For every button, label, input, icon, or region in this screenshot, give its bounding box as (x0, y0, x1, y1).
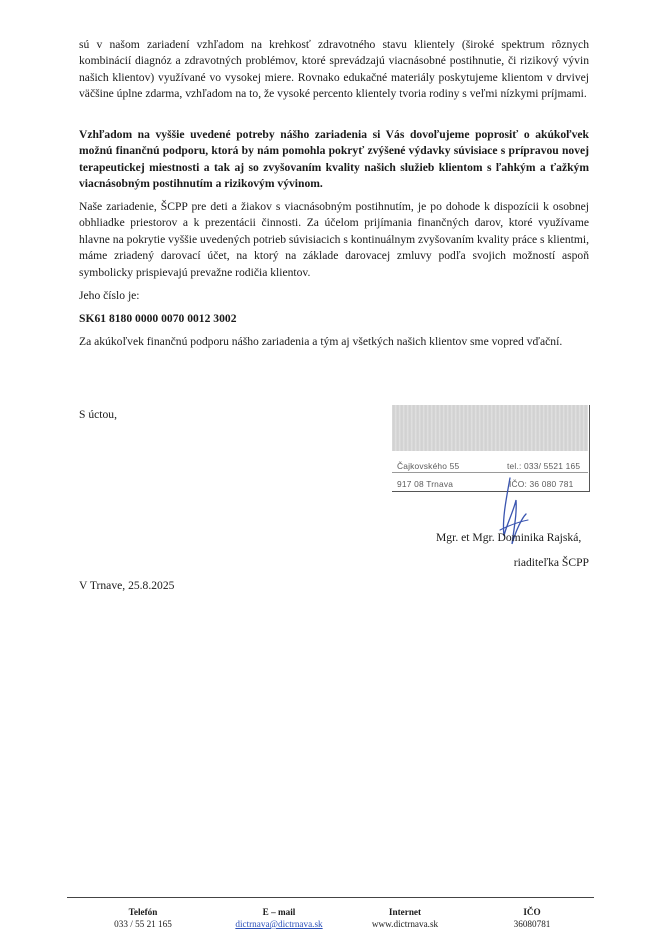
footer-ico-label: IČO (523, 907, 541, 917)
stamp-ico: IČO: 36 080 781 (509, 479, 574, 489)
signer-name: Mgr. et Mgr. Dominika Rajská, (436, 531, 582, 544)
footer-phone-value: 033 / 55 21 165 (114, 919, 172, 929)
stamp-divider (392, 472, 588, 473)
body-paragraph-request: Vzhľadom na vyššie uvedené potreby nášho zariadenia si Vás dovoľujeme poprosiť o akúkoľvek možnú finančnú podporu, ktorá by nám pomohla pokryť zvýšené výdavky súvisiace s prípravou novej terapeutickej miestnosti a tak aj so zvyšovaním kvality našich služieb klientom s ľahkým a ťažkým viacnásobným postihnutím a rizikovým vývinom. (79, 128, 589, 191)
footer-email-label: E – mail (262, 907, 296, 917)
stamp-city: 917 08 Trnava (397, 479, 454, 489)
closing-salutation: S úctou, (79, 408, 118, 421)
footer-ico (497, 906, 567, 930)
footer-web-label: Internet (388, 907, 422, 917)
stamp-phone: tel.: 033/ 5521 165 (507, 461, 581, 471)
signer-title: riaditeľka ŠCPP (513, 556, 589, 569)
body-paragraph-3: Naše zariadenie, ŠCPP pre deti a žiakov s viacnásobným postihnutím, je po dohode k dispozícii k osobnej obhliadke priestorov a k prezentácii činnosti. Za účelom prijímania finančných darov, ktoré využívame hlavne na pokrytie vyššie uvedených potrieb súvisiacich s kontinuálnym zvyšovaním kvality práce s klientmi, máme zriadený darovací účet, na ktorý na základe darovacej zmluvy podľa svojich možností aspoň symbolicky prispievajú prevažne rodičia klientov. (79, 200, 590, 279)
footer-phone-label: Telefón (128, 907, 158, 917)
footer-divider (67, 897, 594, 898)
body-paragraph-1: sú v našom zariadení vzhľadom na krehkosť zdravotného stavu klientely (široké spektrum rôznych kombinácií diagnóz a zdravotných problémov, ktoré sprevádzajú viacnásobné postihnutie, či rizikový vývin našich klientov) využívané vo vysokej miere. Rovnako edukačné materiály poskytujeme klientom v drvivej väčšine úplne zdarma, vzhľadom na to, že vysoké percento klientely tvoria rodiny s veľmi nízkymi príjmami. (79, 38, 589, 101)
footer-phone (103, 906, 183, 930)
footer-web-value: www.dictrnava.sk (371, 919, 439, 929)
account-label: Jeho číslo je: (79, 289, 140, 302)
footer-email-link[interactable]: dictrnava@dictrnava.sk (235, 919, 323, 929)
footer-email (224, 906, 334, 930)
footer-ico-value: 36080781 (513, 919, 551, 929)
institution-stamp (392, 405, 590, 492)
footer-web (360, 906, 450, 930)
account-number: SK61 8180 0000 0070 0012 3002 (79, 312, 237, 325)
thanks-paragraph: Za akúkoľvek finančnú podporu nášho zariadenia a tým aj všetkých našich klientov sme vopred vďační. (79, 335, 563, 348)
stamp-header-shade (392, 405, 588, 451)
stamp-street: Čajkovského 55 (397, 461, 460, 471)
place-and-date: V Trnave, 25.8.2025 (79, 579, 175, 592)
